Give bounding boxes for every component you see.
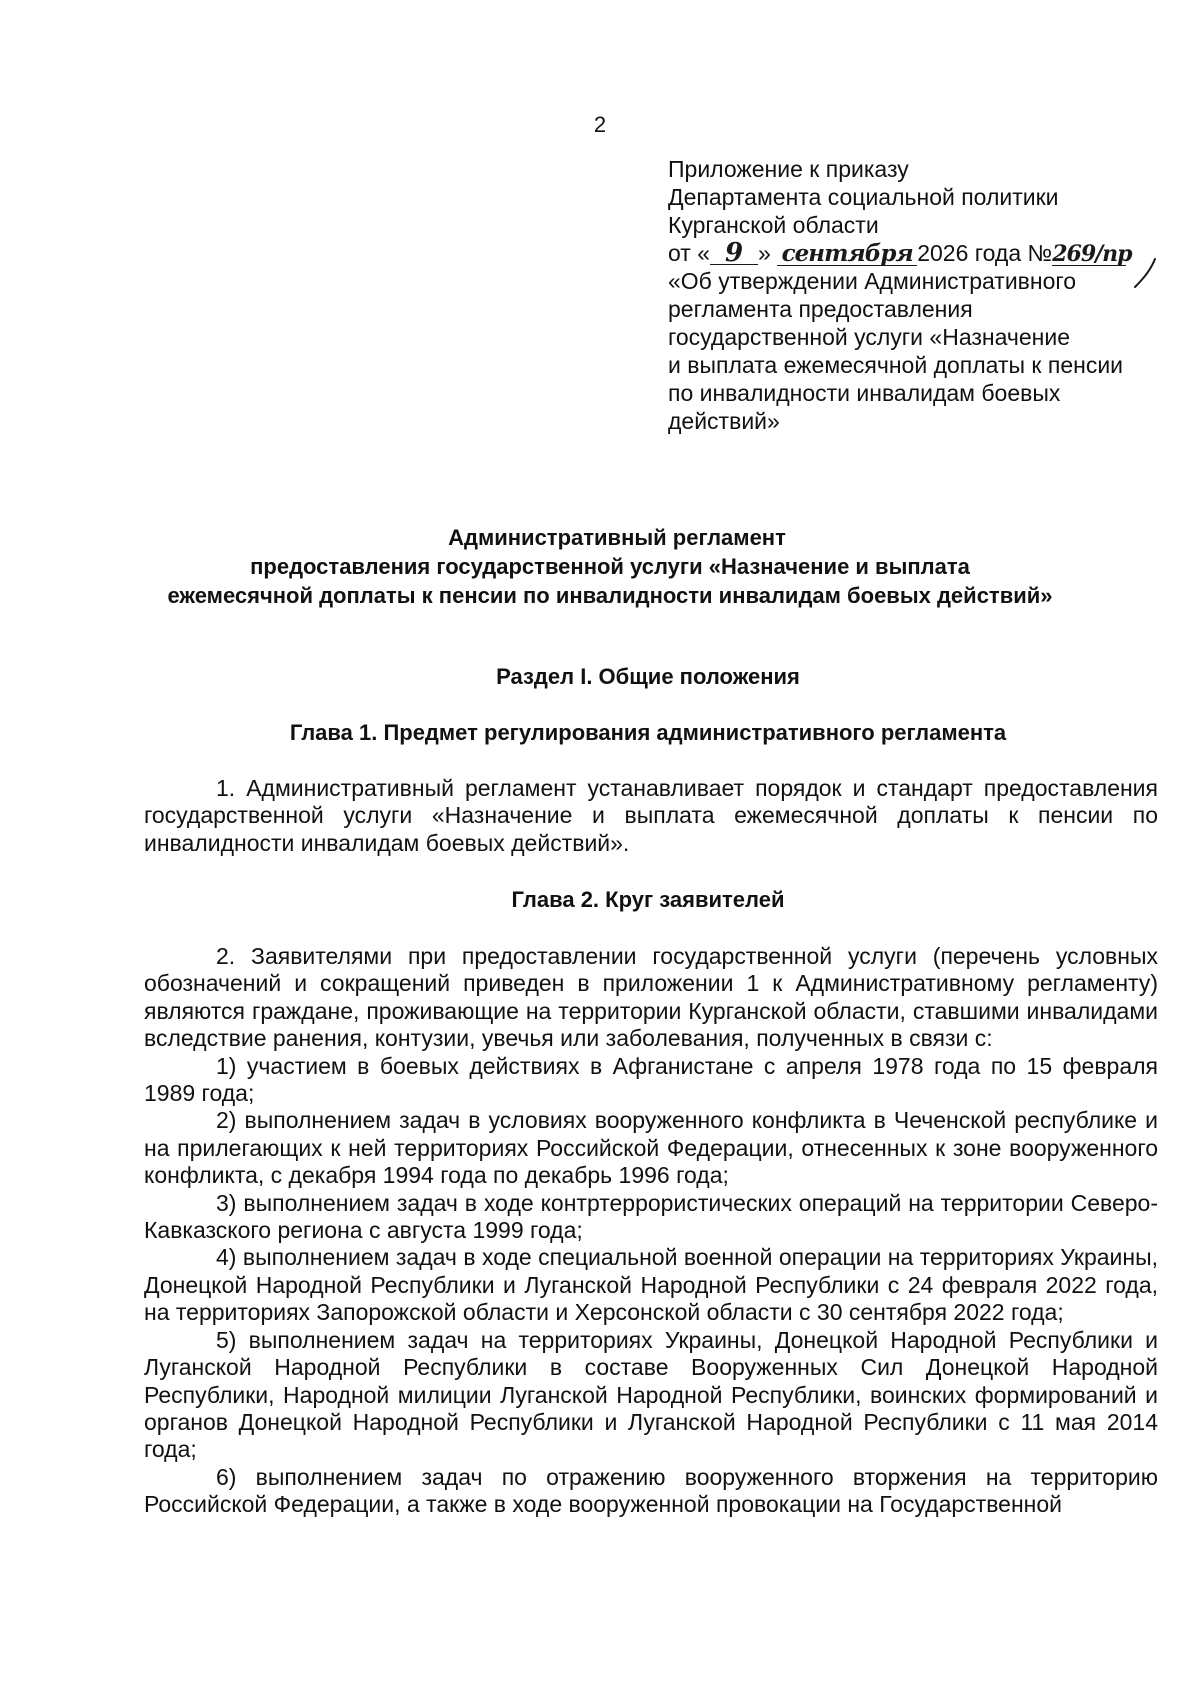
chapter-1-body bbox=[144, 775, 1158, 857]
handwritten-month: сентября bbox=[777, 243, 917, 266]
paragraph: 1. Административный регламент устанавливает порядок и стандарт предоставления государственной услуги «Назначение и выплата ежемесячной доплаты к пенсии по инвалидности инвалидам боевых действий». bbox=[144, 775, 1158, 856]
handwritten-day: 9 bbox=[710, 242, 758, 265]
appendix-date-line bbox=[668, 239, 1168, 267]
appendix-line: действий» bbox=[668, 408, 780, 434]
appendix-line: регламента предоставления bbox=[668, 296, 973, 322]
list-item: 6) выполнением задач по отражению вооруженного вторжения на территорию Российской Федерации, а также в ходе вооруженной провокации на Государственной bbox=[144, 1463, 1158, 1518]
appendix-line: Курганской области bbox=[668, 212, 879, 238]
section-heading: Раздел I. Общие положения bbox=[496, 664, 800, 689]
list-item: 3) выполнением задач в ходе контртеррористических операций на территории Северо-Кавказского региона с августа 1999 года; bbox=[144, 1189, 1158, 1244]
appendix-block bbox=[668, 155, 1168, 435]
chapter-2-heading: Глава 2. Круг заявителей bbox=[511, 887, 785, 912]
list-item: 1) участием в боевых действиях в Афганистане с апреля 1978 года по 15 февраля 1989 года; bbox=[144, 1052, 1158, 1107]
appendix-line: и выплата ежемесячной доплаты к пенсии bbox=[668, 352, 1124, 378]
list-item: 4) выполнением задач в ходе специальной военной операции на территориях Украины, Донецкой Народной Республики и Луганской Народной Республики с 24 февраля 2022 года, на территориях Запорожской области и Херсонской области с 30 сентября 2022 года; bbox=[144, 1244, 1158, 1326]
title-line: Административный регламент bbox=[448, 525, 786, 550]
chapter-2-body bbox=[144, 943, 1158, 1519]
date-prefix: от « bbox=[668, 240, 711, 266]
handwritten-order-number: 269/пр bbox=[1052, 241, 1132, 267]
title-line: ежемесячной доплаты к пенсии по инвалидности инвалидам боевых действий» bbox=[167, 583, 1053, 608]
list-item: 5) выполнением задач на территориях Украины, Донецкой Народной Республики и Луганской Народной Республики в составе Вооруженных Сил Донецкой Народной Республики, Народной милиции Луганской Народной Республики, воинских формирований и органов Донецкой Народной Республики и Луганской Народной Республики с 11 мая 2014 года; bbox=[144, 1326, 1158, 1463]
paragraph: 2. Заявителями при предоставлении государственной услуги (перечень условных обозначений и сокращений приведен в приложении 1 к Административному регламенту) являются граждане, проживающие на территории Курганской области, ставшими инвалидами вследствие ранения, контузии, увечья или заболевания, полученных в связи с: bbox=[144, 943, 1158, 1052]
date-year-text: 2026 года № bbox=[917, 240, 1053, 266]
appendix-line: Приложение к приказу bbox=[668, 156, 909, 182]
chapter-1-heading: Глава 1. Предмет регулирования административного регламента bbox=[289, 720, 1007, 745]
appendix-line: Департамента социальной политики bbox=[668, 184, 1059, 210]
date-mid: » bbox=[758, 240, 771, 266]
list-item: 2) выполнением задач в условиях вооруженного конфликта в Чеченской республике и на прилегающих к ней территориях Российской Федерации, отнесенных к зоне вооруженного конфликта, с декабря 1994 года по декабрь 1996 года; bbox=[144, 1107, 1158, 1189]
appendix-line: государственной услуги «Назначение bbox=[668, 324, 1071, 350]
title-line: предоставления государственной услуги «Назначение и выплата bbox=[250, 554, 970, 579]
page-number: 2 bbox=[593, 112, 607, 137]
document-title bbox=[120, 523, 1100, 610]
appendix-line: «Об утверждении Административного bbox=[668, 268, 1077, 294]
handwritten-stroke-icon bbox=[1131, 257, 1161, 291]
appendix-line: по инвалидности инвалидам боевых bbox=[668, 380, 1061, 406]
